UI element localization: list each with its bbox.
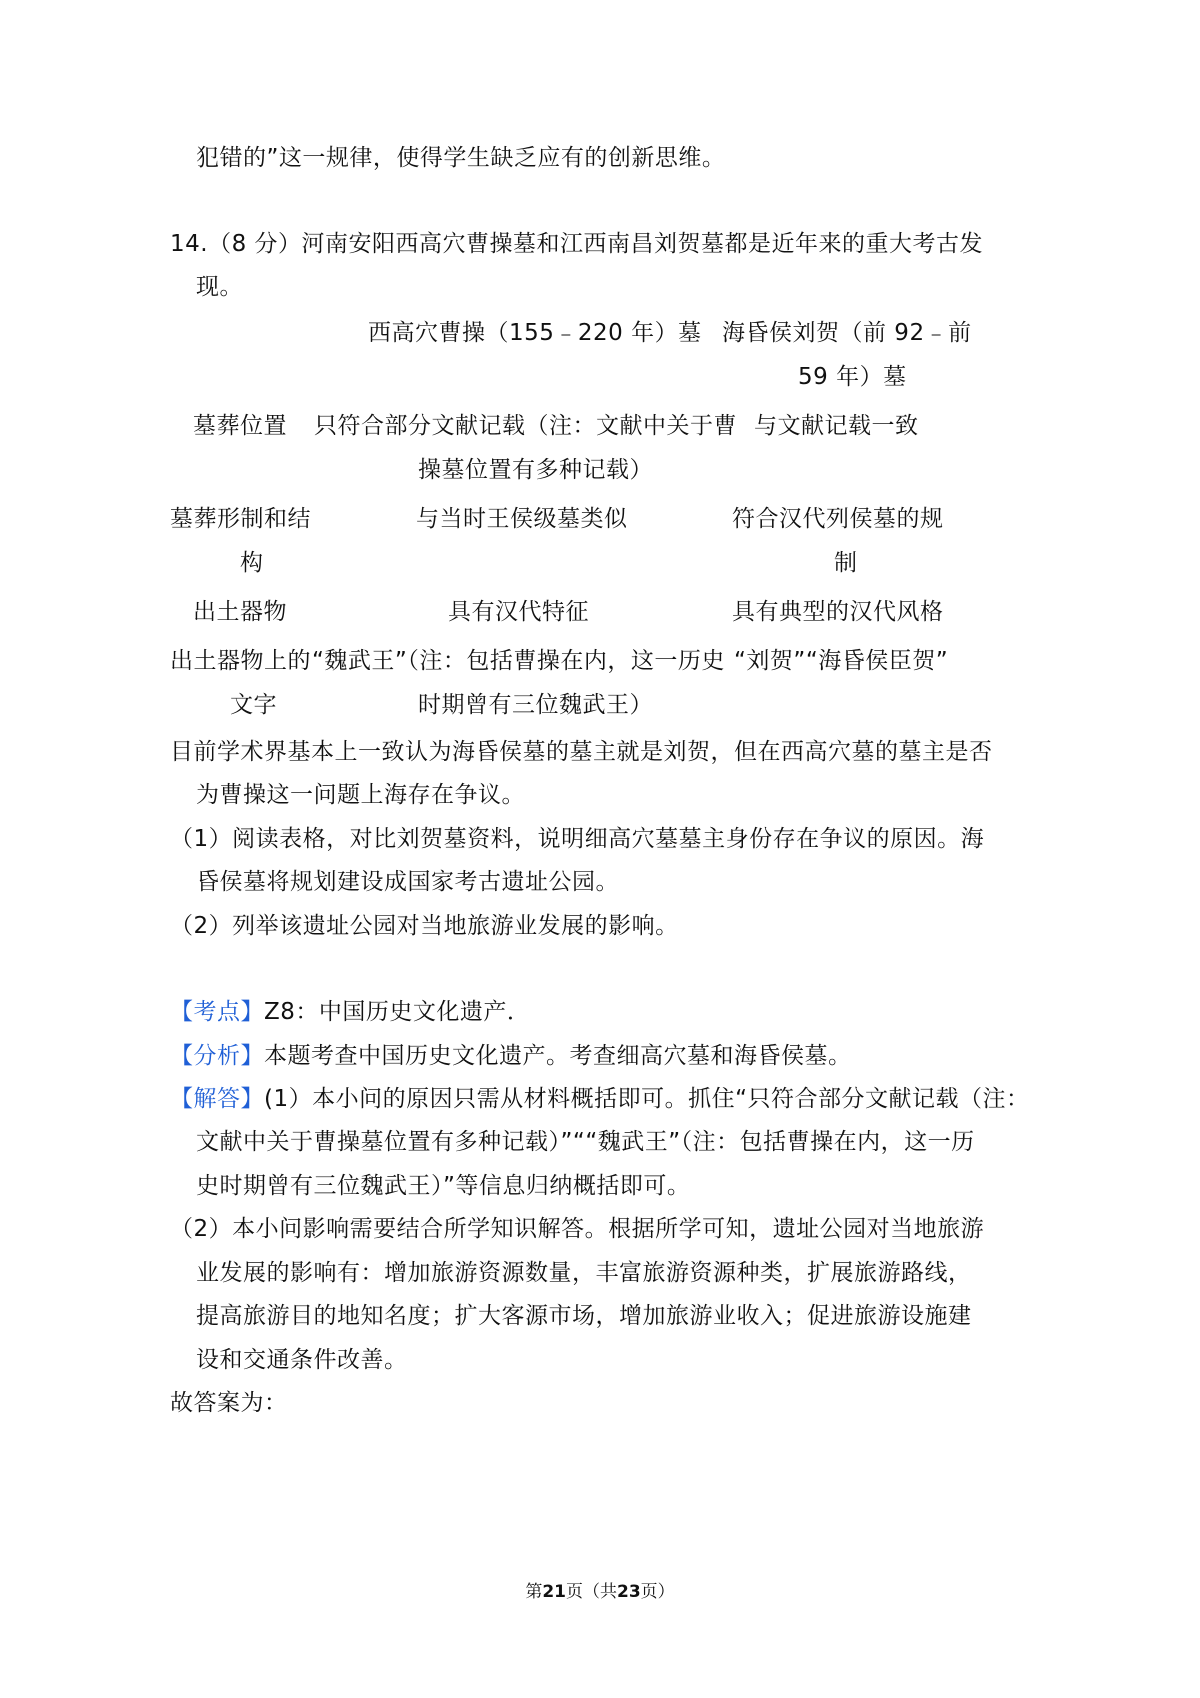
table-header-liuhe-line1: 海昏侯刘贺（前 92﹣前 <box>722 320 972 346</box>
kaodian-tag: 【考点】 <box>170 999 264 1025</box>
footer-total-pages: 23 <box>617 1582 641 1602</box>
table-row-inscription-label-line1: 出土器物上的 <box>170 648 311 674</box>
table-row-artifacts-liu: 具有典型的汉代风格 <box>732 599 944 625</box>
jieda-text-line1: (1）本小问的原因只需从材料概括即可。抓住“只符合部分文献记载（注： <box>264 1086 1030 1112</box>
table-row-location-cao-line2: 操墓位置有多种记载） <box>418 457 653 483</box>
footer-prefix: 第 <box>525 1582 543 1602</box>
table-row-inscription-cao-line1: “魏武王”（注：包括曹操在内，这一历史 <box>312 648 725 674</box>
answer-part2-line4: 设和交通条件改善。 <box>196 1347 408 1373</box>
table-row-structure-cao: 与当时王侯级墓类似 <box>416 506 628 532</box>
subquestion-1-line1: （1）阅读表格，对比刘贺墓资料，说明细高穴墓墓主身份存在争议的原因。海 <box>170 826 985 852</box>
footer-middle: 页（共 <box>566 1582 617 1602</box>
table-row-inscription-label-line2: 文字 <box>230 692 277 718</box>
table-header-caocao: 西高穴曹操（155﹣220 年）墓 <box>368 320 702 346</box>
table-row-structure-liu-line1: 符合汉代列侯墓的规 <box>732 506 944 532</box>
answer-conclusion: 故答案为： <box>170 1390 288 1416</box>
jieda-line3: 史时期曾有三位魏武王）”等信息归纳概括即可。 <box>196 1173 691 1199</box>
consensus-line2: 为曹操这一问题上海存在争议。 <box>196 782 525 808</box>
table-row-structure-label-line1: 墓葬形制和结 <box>170 506 311 532</box>
question-stem-line1: 14.（8 分）河南安阳西高穴曹操墓和江西南昌刘贺墓都是近年来的重大考古发 <box>170 231 984 257</box>
table-row-artifacts-cao: 具有汉代特征 <box>448 599 589 625</box>
subquestion-2: （2）列举该遗址公园对当地旅游业发展的影响。 <box>170 913 679 939</box>
page-footer <box>0 1580 1200 1604</box>
intro-tail-text: 犯错的”这一规律，使得学生缺乏应有的创新思维。 <box>196 145 726 171</box>
fenxi-line <box>170 1041 852 1071</box>
kaodian-text: Z8：中国历史文化遗产． <box>264 999 531 1025</box>
answer-part2-line1: （2）本小问影响需要结合所学知识解答。根据所学可知，遗址公园对当地旅游 <box>170 1216 985 1242</box>
fenxi-tag: 【分析】 <box>170 1043 264 1069</box>
answer-part2-line3: 提高旅游目的地知名度；扩大客源市场，增加旅游业收入；促进旅游设施建 <box>196 1303 972 1329</box>
footer-suffix: 页） <box>640 1582 675 1602</box>
table-row-structure-label-line2: 构 <box>240 550 264 576</box>
fenxi-text: 本题考查中国历史文化遗产。考查细高穴墓和海昏侯墓。 <box>264 1043 852 1069</box>
question-stem-line2: 现。 <box>196 274 243 300</box>
subquestion-1-line2: 昏侯墓将规划建设成国家考古遗址公园。 <box>196 869 619 895</box>
consensus-line1: 目前学术界基本上一致认为海昏侯墓的墓主就是刘贺，但在西高穴墓的墓主是否 <box>170 739 993 765</box>
table-row-location-liu: 与文献记载一致 <box>754 413 919 439</box>
jieda-line1 <box>170 1084 1030 1114</box>
table-row-location-cao-line1: 只符合部分文献记载（注：文献中关于曹 <box>314 413 737 439</box>
table-row-artifacts-label: 出土器物 <box>193 599 287 625</box>
table-header-liuhe-line2: 59 年）墓 <box>798 364 907 390</box>
table-row-inscription-cao-line2: 时期曾有三位魏武王） <box>418 692 653 718</box>
table-row-structure-liu-line2: 制 <box>834 550 858 576</box>
kaodian-line <box>170 997 530 1027</box>
table-row-inscription-liu: “刘贺”“海昏侯臣贺” <box>734 648 949 674</box>
jieda-line2: 文献中关于曹操墓位置有多种记载）”““魏武王”（注：包括曹操在内，这一历 <box>196 1129 975 1155</box>
jieda-tag: 【解答】 <box>170 1086 264 1112</box>
footer-page-number: 21 <box>542 1582 566 1602</box>
answer-part2-line2: 业发展的影响有：增加旅游资源数量，丰富旅游资源种类，扩展旅游路线， <box>196 1260 972 1286</box>
table-row-location-label: 墓葬位置 <box>193 413 287 439</box>
